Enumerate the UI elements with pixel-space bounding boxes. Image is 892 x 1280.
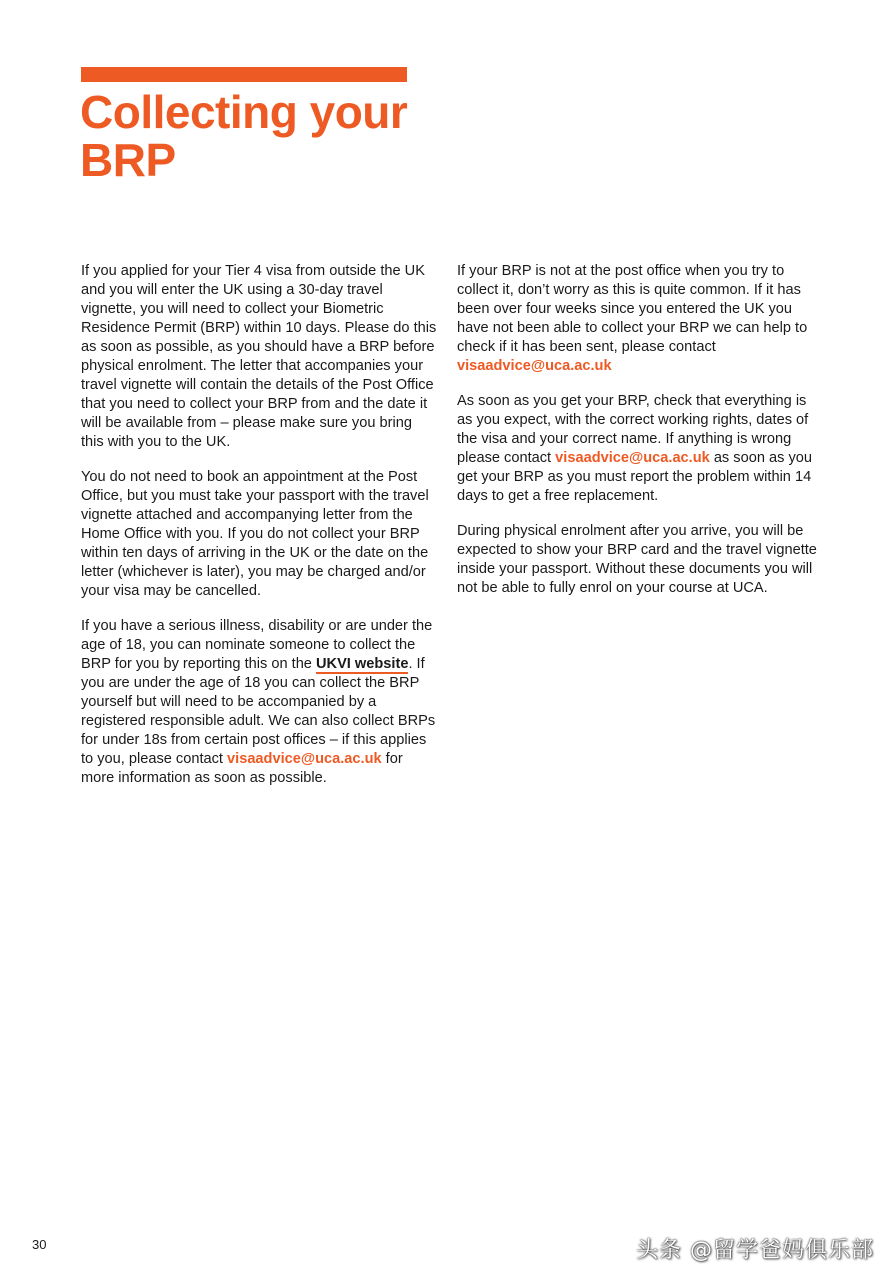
- left-column: [81, 262, 437, 804]
- nominate-text-3: for more information as soon as possible.: [81, 751, 403, 786]
- email-link[interactable]: visaadvice@uca.ac.uk: [457, 358, 612, 374]
- right-column: [457, 262, 817, 614]
- title-accent-bar: [81, 67, 407, 82]
- page-title: Collecting your BRP: [80, 86, 408, 186]
- check-brp-text-1: As soon as you get your BRP, check that everything is as you expect, with the correct working rights, dates of the visa and your correct name. If anything is wrong please contact: [457, 393, 809, 466]
- ukvi-website-link[interactable]: UKVI website: [315, 656, 409, 672]
- nominate-text-1: If you have a serious illness, disability or are under the age of 18, you can nominate someone to collect the BRP for you by reporting this on the: [81, 618, 433, 672]
- email-link[interactable]: visaadvice@uca.ac.uk: [227, 751, 382, 767]
- paragraph-vignette: If you applied for your Tier 4 visa from outside the UK and you will enter the UK using a 30-day travel vignette, you will need to collect your Biometric Residence Permit (BRP) within 10 days. Please do this as soon as possible, as you should have a BRP before physical enrolment. The letter that accompanies your travel vignette will contain the details of the Post Office that you need to collect your BRP from and the date it will be available from – please make sure you bring this with you to the UK.: [81, 263, 437, 450]
- nominate-text-2: . If you are under the age of 18 you can collect the BRP yourself but will need to be accompanied by a registered responsible adult. We can also collect BRPs for under 18s from certain post offices – if this applies to you, please contact: [81, 656, 436, 767]
- not-at-post-office-text: If your BRP is not at the post office when you try to collect it, don’t worry as this is quite common. If it has been over four weeks since you entered the UK you have not been able to collect your BRP we can help to check if it has been sent, please contact: [457, 263, 808, 355]
- paragraph-not-at-post-office: [457, 262, 817, 376]
- paragraph-check-brp: [457, 392, 817, 506]
- email-link[interactable]: visaadvice@uca.ac.uk: [555, 450, 710, 466]
- check-brp-text-2: as soon as you get your BRP as you must report the problem within 14 days to get a free replacement.: [457, 450, 812, 504]
- paragraph-appointment: You do not need to book an appointment at the Post Office, but you must take your passport with the travel vignette attached and accompanying letter from the Home Office with you. If you do not collect your BRP within ten days of arriving in the UK or the date on the letter (whichever is later), you may be charged and/or your visa may be cancelled.: [81, 469, 429, 599]
- paragraph-nominate: [81, 617, 437, 788]
- watermark: 头条 @留学爸妈俱乐部: [636, 1238, 874, 1263]
- page-number: 30: [32, 1237, 47, 1252]
- paragraph-enrolment: During physical enrolment after you arrive, you will be expected to show your BRP card and the travel vignette inside your passport. Without these documents you will not be able to fully enrol on your course at UCA.: [457, 523, 817, 596]
